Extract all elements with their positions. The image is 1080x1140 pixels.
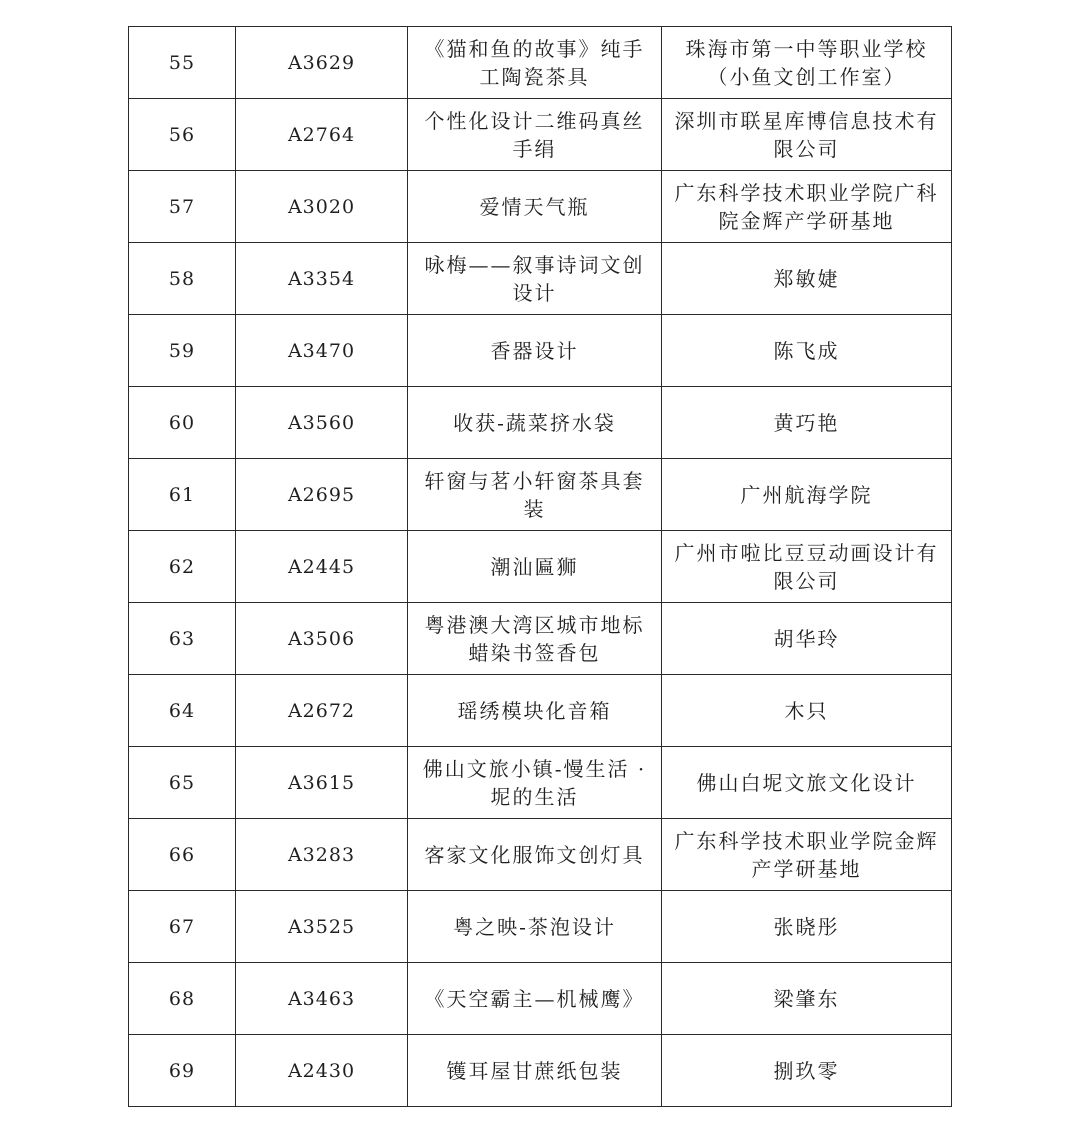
serial-number-cell: 59 — [129, 315, 236, 387]
entry-code-cell: A3020 — [236, 171, 408, 243]
entry-code-cell: A3525 — [236, 891, 408, 963]
entry-code-cell: A3354 — [236, 243, 408, 315]
serial-number-cell: 64 — [129, 675, 236, 747]
entrant-cell: 胡华玲 — [662, 603, 952, 675]
entry-code-cell: A3470 — [236, 315, 408, 387]
work-title-cell: 收获-蔬菜挤水袋 — [408, 387, 662, 459]
entry-code-cell: A2430 — [236, 1035, 408, 1107]
table-row — [129, 387, 952, 459]
entrant-cell: 郑敏婕 — [662, 243, 952, 315]
work-title-cell: 轩窗与茗小轩窗茶具套装 — [408, 459, 662, 531]
serial-number-cell: 65 — [129, 747, 236, 819]
work-title-cell: 客家文化服饰文创灯具 — [408, 819, 662, 891]
serial-number-cell: 57 — [129, 171, 236, 243]
work-title-cell: 《猫和鱼的故事》纯手工陶瓷茶具 — [408, 27, 662, 99]
table-row — [129, 963, 952, 1035]
work-title-cell: 爱情天气瓶 — [408, 171, 662, 243]
entrant-cell: 梁肇东 — [662, 963, 952, 1035]
table-row — [129, 603, 952, 675]
award-list-table-wrapper — [128, 26, 951, 1107]
serial-number-cell: 66 — [129, 819, 236, 891]
work-title-cell: 《天空霸主—机械鹰》 — [408, 963, 662, 1035]
table-row — [129, 171, 952, 243]
award-list-table — [128, 26, 952, 1107]
entry-code-cell: A3629 — [236, 27, 408, 99]
table-row — [129, 99, 952, 171]
entry-code-cell: A3615 — [236, 747, 408, 819]
table-row — [129, 243, 952, 315]
work-title-cell: 咏梅——叙事诗词文创设计 — [408, 243, 662, 315]
entrant-cell: 广州航海学院 — [662, 459, 952, 531]
serial-number-cell: 69 — [129, 1035, 236, 1107]
entry-code-cell: A2672 — [236, 675, 408, 747]
entrant-cell: 广东科学技术职业学院金辉产学研基地 — [662, 819, 952, 891]
work-title-cell: 粤港澳大湾区城市地标蜡染书签香包 — [408, 603, 662, 675]
entrant-cell: 广州市啦比豆豆动画设计有限公司 — [662, 531, 952, 603]
entry-code-cell: A2695 — [236, 459, 408, 531]
table-row — [129, 27, 952, 99]
work-title-cell: 潮汕匾狮 — [408, 531, 662, 603]
entrant-cell: 木只 — [662, 675, 952, 747]
table-row — [129, 459, 952, 531]
serial-number-cell: 60 — [129, 387, 236, 459]
table-row — [129, 315, 952, 387]
entrant-cell: 深圳市联星库博信息技术有限公司 — [662, 99, 952, 171]
entry-code-cell: A2764 — [236, 99, 408, 171]
entrant-cell: 广东科学技术职业学院广科院金辉产学研基地 — [662, 171, 952, 243]
entrant-cell: 黄巧艳 — [662, 387, 952, 459]
serial-number-cell: 55 — [129, 27, 236, 99]
table-row — [129, 675, 952, 747]
entrant-cell: 佛山白坭文旅文化设计 — [662, 747, 952, 819]
work-title-cell: 粤之映-茶泡设计 — [408, 891, 662, 963]
entry-code-cell: A3506 — [236, 603, 408, 675]
serial-number-cell: 68 — [129, 963, 236, 1035]
entry-code-cell: A3463 — [236, 963, 408, 1035]
work-title-cell: 镬耳屋甘蔗纸包装 — [408, 1035, 662, 1107]
entrant-cell: 珠海市第一中等职业学校（小鱼文创工作室） — [662, 27, 952, 99]
serial-number-cell: 67 — [129, 891, 236, 963]
serial-number-cell: 56 — [129, 99, 236, 171]
entry-code-cell: A3560 — [236, 387, 408, 459]
table-row — [129, 531, 952, 603]
table-body — [129, 27, 952, 1107]
work-title-cell: 个性化设计二维码真丝手绢 — [408, 99, 662, 171]
serial-number-cell: 58 — [129, 243, 236, 315]
table-row — [129, 1035, 952, 1107]
serial-number-cell: 62 — [129, 531, 236, 603]
serial-number-cell: 61 — [129, 459, 236, 531]
table-row — [129, 747, 952, 819]
entry-code-cell: A2445 — [236, 531, 408, 603]
work-title-cell: 瑶绣模块化音箱 — [408, 675, 662, 747]
serial-number-cell: 63 — [129, 603, 236, 675]
work-title-cell: 香器设计 — [408, 315, 662, 387]
entrant-cell: 陈飞成 — [662, 315, 952, 387]
table-row — [129, 819, 952, 891]
work-title-cell: 佛山文旅小镇-慢生活 · 坭的生活 — [408, 747, 662, 819]
entrant-cell: 张晓彤 — [662, 891, 952, 963]
entry-code-cell: A3283 — [236, 819, 408, 891]
entrant-cell: 捌玖零 — [662, 1035, 952, 1107]
table-row — [129, 891, 952, 963]
